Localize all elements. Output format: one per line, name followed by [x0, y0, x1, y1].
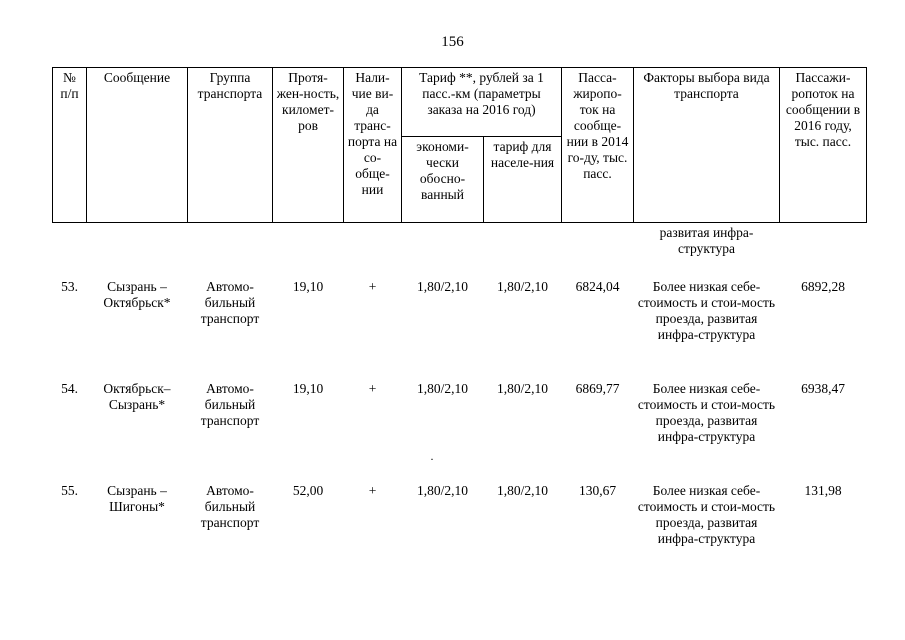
cell-length: 52,00 [292, 483, 324, 498]
header-tariff-population: тариф для населе-ния [484, 137, 562, 223]
cell-route: Октябрьск– Сызрань* [103, 381, 171, 412]
header-flow-2014: Пасса-жиропо-ток на сообще-нии в 2014 го-ду, тыс. пасс. [562, 68, 634, 223]
scan-speck: · [430, 452, 434, 466]
cell-length: 19,10 [292, 279, 324, 294]
transport-table [52, 67, 867, 563]
cell-tariff-population: 1,80/2,10 [496, 279, 548, 294]
cell-flow-2014: 130,67 [578, 483, 617, 498]
header-group: Группа транспорта [188, 68, 273, 223]
header-tariff-economic: экономи-чески обосно-ванный [402, 137, 484, 223]
header-route: Сообщение [87, 68, 188, 223]
cell-flow-2016: 6892,28 [801, 279, 845, 294]
header-length: Протя-жен-ность, километ-ров [273, 68, 344, 223]
cell-factors: Более низкая себе-стоимость и стои-мость проезда, развитая инфра-структура [637, 483, 776, 546]
table-row [53, 365, 867, 467]
cell-length: 19,10 [292, 381, 324, 396]
cell-group: Автомо-бильный транспорт [200, 381, 260, 428]
cell-no: 54. [61, 381, 78, 396]
cell-availability: + [368, 381, 377, 396]
cell-group: Автомо-бильный транспорт [200, 483, 260, 530]
cell-factors: Более низкая себе-стоимость и стои-мость проезда, развитая инфра-структура [637, 279, 776, 342]
cell-flow-2016: 6938,47 [801, 381, 845, 396]
cell-route: Сызрань – Октябрьск* [103, 279, 171, 310]
cell-availability: + [368, 279, 377, 294]
continued-factor: развитая инфра-структура [659, 225, 754, 256]
cell-no: 55. [61, 483, 78, 498]
cell-availability: + [368, 483, 377, 498]
cell-tariff-economic: 1,80/2,10 [416, 381, 468, 396]
cell-tariff-economic: 1,80/2,10 [416, 483, 468, 498]
cell-flow-2014: 6824,04 [575, 279, 620, 294]
cell-route: Сызрань – Шигоны* [107, 483, 167, 514]
page-number: 156 [441, 34, 464, 50]
cell-tariff-population: 1,80/2,10 [496, 381, 548, 396]
cell-flow-2014: 6869,77 [575, 381, 620, 396]
header-availability: Нали-чие ви-да транс-порта на со-обще-нии [344, 68, 402, 223]
table-row [53, 263, 867, 365]
header-no: № п/п [53, 68, 87, 223]
cell-no: 53. [61, 279, 78, 294]
header-tariff: Тариф **, рублей за 1 пасс.-км (параметры заказа на 2016 год) [402, 68, 562, 137]
table-row [53, 467, 867, 563]
table-row-continued [53, 223, 867, 264]
header-factors: Факторы выбора вида транспорта [634, 68, 780, 223]
cell-flow-2016: 131,98 [804, 483, 842, 498]
header-flow-2016: Пассажи-ропоток на сообщении в 2016 году, тыс. пасс. [780, 68, 867, 223]
cell-factors: Более низкая себе-стоимость и стои-мость проезда, развитая инфра-структура [637, 381, 776, 444]
cell-tariff-population: 1,80/2,10 [496, 483, 548, 498]
cell-group: Автомо-бильный транспорт [200, 279, 260, 326]
cell-tariff-economic: 1,80/2,10 [416, 279, 468, 294]
